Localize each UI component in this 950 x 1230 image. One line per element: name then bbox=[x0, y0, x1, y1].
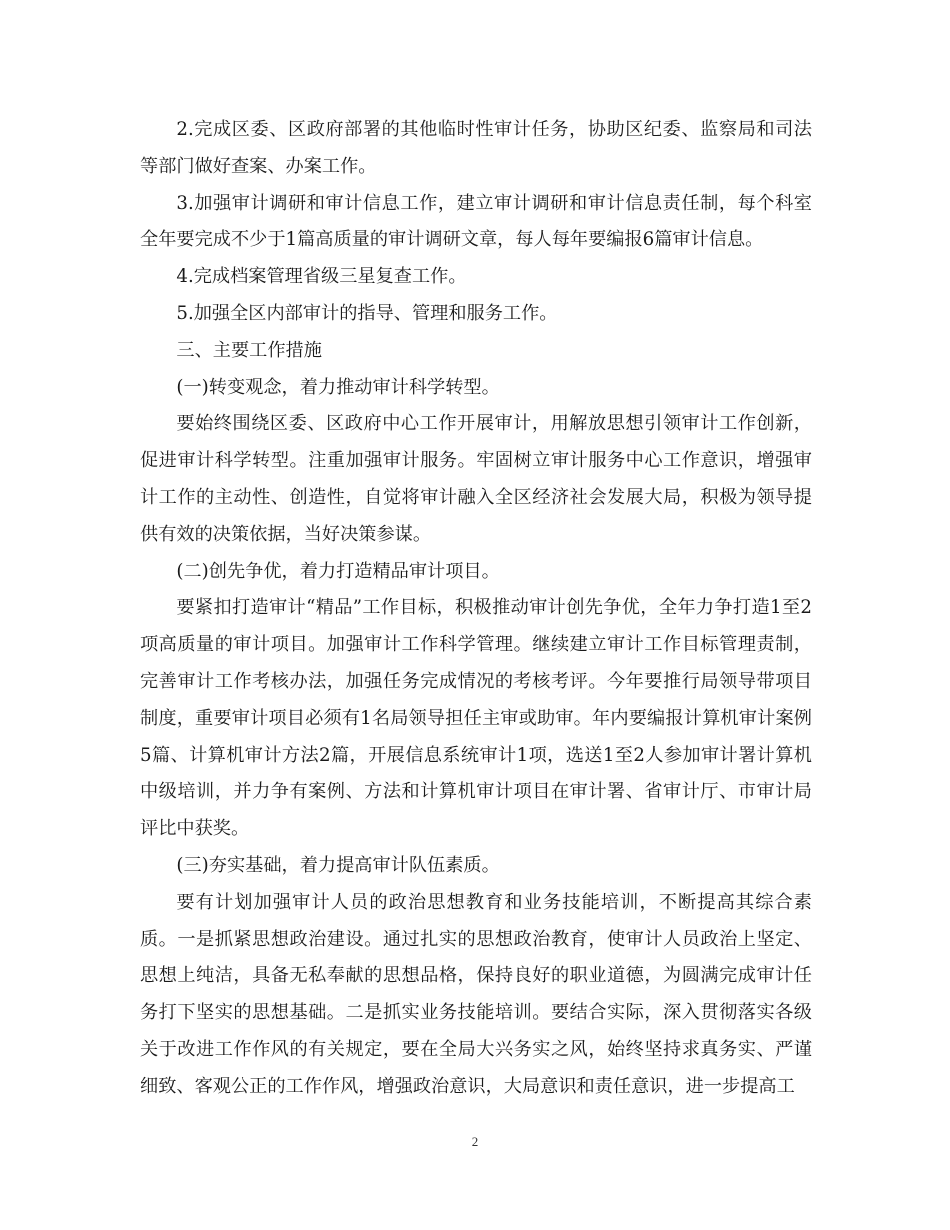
paragraph-task-2: 2.完成区委、区政府部署的其他临时性审计任务，协助区纪委、监察局和司法等部门做好查案、办案工作。 bbox=[140, 119, 812, 177]
subheading-3: (三)夯实基础，着力提高审计队伍素质。 bbox=[176, 854, 500, 876]
paragraph-measure-1: 要始终围绕区委、区政府中心工作开展审计，用解放思想引领审计工作创新，促进审计科学转型。注重加强审计服务。牢固树立审计服务中心工作意识，增强审计工作的主动性、创造性，自觉将审计融入全区经济社会发展大局，积极为领导提供有效的决策依据，当好决策参谋。 bbox=[140, 413, 812, 545]
page-number: 2 bbox=[471, 1134, 479, 1149]
paragraph-measure-2: 要紧扣打造审计“精品”工作目标，积极推动审计创先争优，全年力争打造1至2项高质量的审计项目。加强审计工作科学管理。继续建立审计工作目标管理责制，完善审计工作考核办法，加强任务完成情况的考核考评。今年要推行局领导带项目制度，重要审计项目必须有1名局领导担任主审或助审。年内要编报计算机审计案例5篇、计算机审计方法2篇，开展信息系统审计1项，选送1至2人参加审计署计算机中级培训，并力争有案例、方法和计算机审计项目在审计署、省审计厅、市审计局评比中获奖。 bbox=[140, 597, 812, 840]
paragraph-task-5: 5.加强全区内部审计的指导、管理和服务工作。 bbox=[176, 302, 558, 324]
paragraph-measure-3: 要有计划加强审计人员的政治思想教育和业务技能培训，不断提高其综合素质。一是抓紧思想政治建设。通过扎实的思想政治教育，使审计人员政治上坚定、思想上纯洁，具备无私奉献的思想品格，保持良好的职业道德，为圆满完成审计任务打下坚实的思想基础。二是抓实业务技能培训。要结合实际，深入贯彻落实各级关于改进工作作风的有关规定，要在全局大兴务实之风，始终坚持求真务实、严谨细致、客观公正的工作作风，增强政治意识，大局意识和责任意识，进一步提高工 bbox=[140, 891, 812, 1097]
paragraph-task-3: 3.加强审计调研和审计信息工作，建立审计调研和审计信息责任制，每个科室全年要完成不少于1篇高质量的审计调研文章，每人每年要编报6篇审计信息。 bbox=[140, 192, 812, 251]
paragraph-task-4: 4.完成档案管理省级三星复查工作。 bbox=[176, 266, 467, 288]
section-heading-measures: 三、主要工作措施 bbox=[176, 339, 322, 361]
subheading-2: (二)创先争优，着力打造精品审计项目。 bbox=[176, 560, 500, 582]
subheading-1: (一)转变观念，着力推动审计科学转型。 bbox=[176, 376, 500, 398]
document-body bbox=[140, 112, 812, 1106]
